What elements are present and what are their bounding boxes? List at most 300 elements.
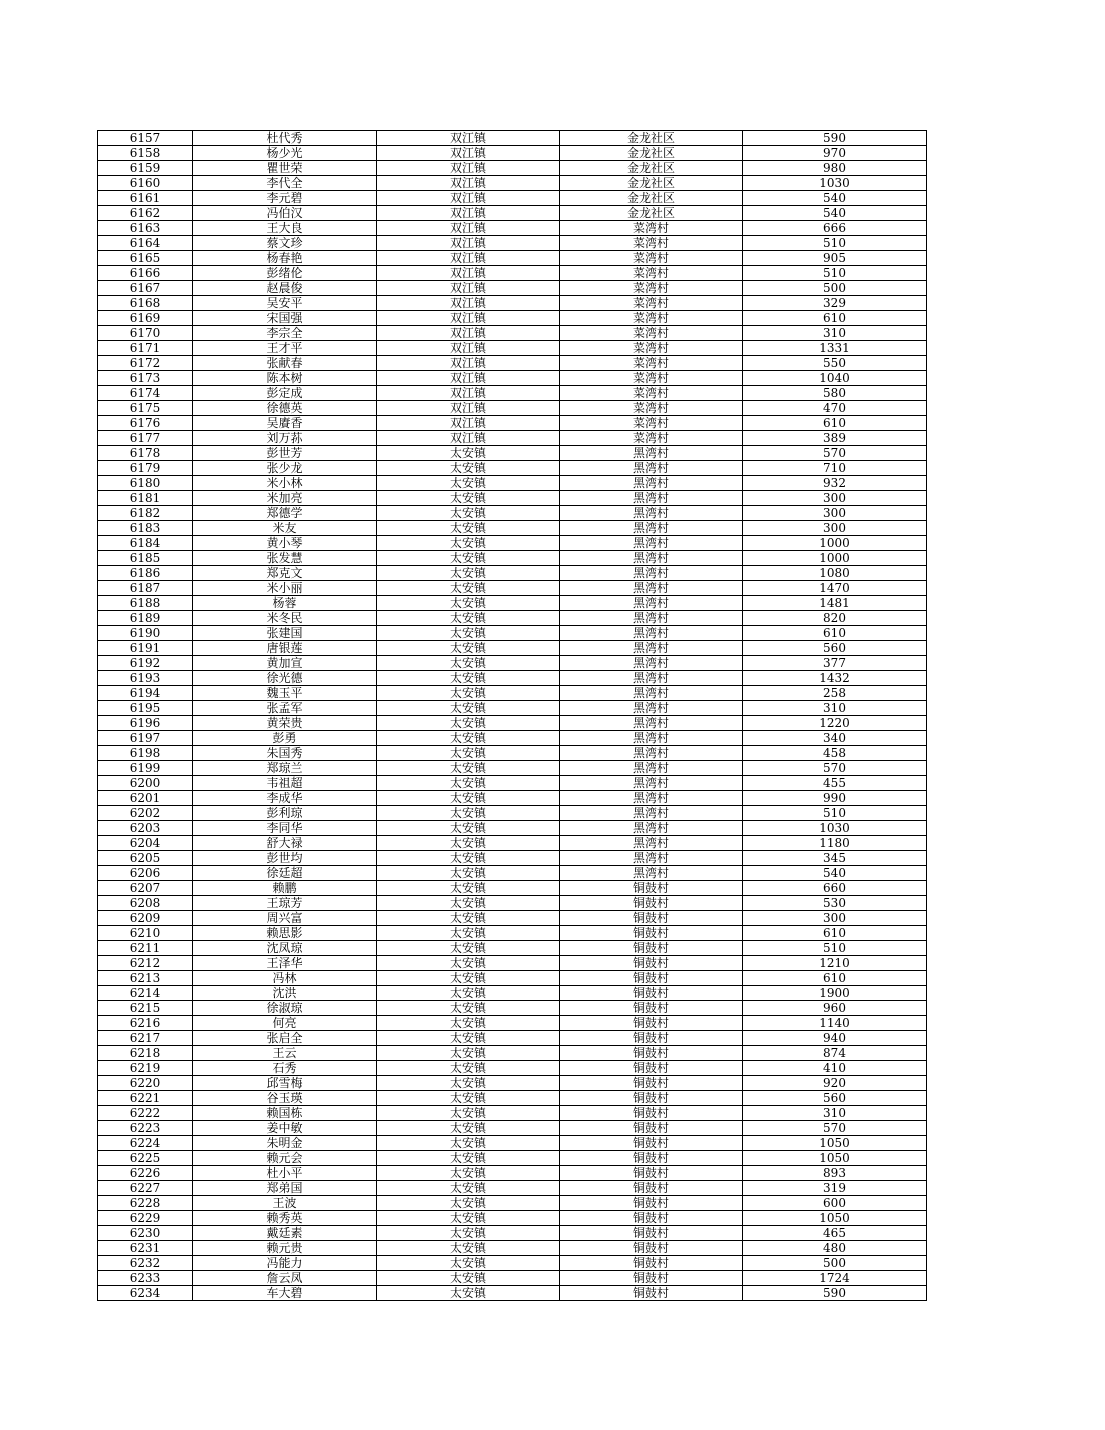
row-number-cell: 6187 (98, 581, 193, 596)
amount-cell: 980 (743, 161, 927, 176)
town-cell: 太安镇 (377, 1151, 560, 1166)
town-cell: 双江镇 (377, 311, 560, 326)
row-number-cell: 6166 (98, 266, 193, 281)
village-cell: 铜鼓村 (560, 1031, 743, 1046)
table-row (98, 671, 927, 686)
name-cell: 魏玉平 (193, 686, 377, 701)
town-cell: 太安镇 (377, 851, 560, 866)
row-number-cell: 6168 (98, 296, 193, 311)
table-row (98, 401, 927, 416)
village-cell: 黑湾村 (560, 551, 743, 566)
row-number-cell: 6193 (98, 671, 193, 686)
table-row (98, 851, 927, 866)
village-cell: 黑湾村 (560, 731, 743, 746)
name-cell: 王云 (193, 1046, 377, 1061)
town-cell: 双江镇 (377, 341, 560, 356)
name-cell: 沈凤琼 (193, 941, 377, 956)
name-cell: 徐光德 (193, 671, 377, 686)
town-cell: 太安镇 (377, 521, 560, 536)
amount-cell: 610 (743, 626, 927, 641)
table-row (98, 371, 927, 386)
name-cell: 彭绪伦 (193, 266, 377, 281)
table-row (98, 1061, 927, 1076)
table-row (98, 596, 927, 611)
table-row (98, 926, 927, 941)
row-number-cell: 6208 (98, 896, 193, 911)
row-number-cell: 6170 (98, 326, 193, 341)
town-cell: 太安镇 (377, 1016, 560, 1031)
amount-cell: 1050 (743, 1211, 927, 1226)
amount-cell: 960 (743, 1001, 927, 1016)
row-number-cell: 6207 (98, 881, 193, 896)
name-cell: 王波 (193, 1196, 377, 1211)
town-cell: 双江镇 (377, 266, 560, 281)
name-cell: 杨少光 (193, 146, 377, 161)
village-cell: 黑湾村 (560, 851, 743, 866)
town-cell: 太安镇 (377, 1286, 560, 1301)
name-cell: 杨春艳 (193, 251, 377, 266)
name-cell: 何亮 (193, 1016, 377, 1031)
village-cell: 铜鼓村 (560, 1181, 743, 1196)
table-row (98, 236, 927, 251)
table-row (98, 896, 927, 911)
amount-cell: 1000 (743, 551, 927, 566)
village-cell: 黑湾村 (560, 641, 743, 656)
town-cell: 太安镇 (377, 926, 560, 941)
town-cell: 双江镇 (377, 221, 560, 236)
amount-cell: 1900 (743, 986, 927, 1001)
town-cell: 太安镇 (377, 746, 560, 761)
amount-cell: 500 (743, 1256, 927, 1271)
row-number-cell: 6189 (98, 611, 193, 626)
table-row (98, 446, 927, 461)
row-number-cell: 6220 (98, 1076, 193, 1091)
name-cell: 吴安平 (193, 296, 377, 311)
table-row (98, 536, 927, 551)
amount-cell: 510 (743, 941, 927, 956)
name-cell: 张建国 (193, 626, 377, 641)
town-cell: 太安镇 (377, 491, 560, 506)
town-cell: 太安镇 (377, 971, 560, 986)
amount-cell: 1724 (743, 1271, 927, 1286)
row-number-cell: 6162 (98, 206, 193, 221)
table-row (98, 626, 927, 641)
table-row (98, 1181, 927, 1196)
village-cell: 金龙社区 (560, 161, 743, 176)
amount-cell: 1220 (743, 716, 927, 731)
table-row (98, 1196, 927, 1211)
town-cell: 太安镇 (377, 446, 560, 461)
town-cell: 太安镇 (377, 986, 560, 1001)
row-number-cell: 6175 (98, 401, 193, 416)
table-row (98, 296, 927, 311)
village-cell: 金龙社区 (560, 176, 743, 191)
village-cell: 黑湾村 (560, 461, 743, 476)
name-cell: 黄荣贵 (193, 716, 377, 731)
village-cell: 铜鼓村 (560, 911, 743, 926)
town-cell: 太安镇 (377, 806, 560, 821)
amount-cell: 1481 (743, 596, 927, 611)
table-row (98, 911, 927, 926)
table-row (98, 731, 927, 746)
row-number-cell: 6163 (98, 221, 193, 236)
table-row (98, 341, 927, 356)
village-cell: 黑湾村 (560, 446, 743, 461)
amount-cell: 310 (743, 701, 927, 716)
row-number-cell: 6233 (98, 1271, 193, 1286)
village-cell: 黑湾村 (560, 656, 743, 671)
town-cell: 双江镇 (377, 281, 560, 296)
amount-cell: 820 (743, 611, 927, 626)
row-number-cell: 6158 (98, 146, 193, 161)
town-cell: 太安镇 (377, 1121, 560, 1136)
name-cell: 蔡文珍 (193, 236, 377, 251)
table-row (98, 776, 927, 791)
town-cell: 双江镇 (377, 416, 560, 431)
town-cell: 太安镇 (377, 1091, 560, 1106)
town-cell: 太安镇 (377, 1106, 560, 1121)
name-cell: 李宗全 (193, 326, 377, 341)
name-cell: 郑弟国 (193, 1181, 377, 1196)
village-cell: 金龙社区 (560, 146, 743, 161)
data-table (97, 130, 927, 1301)
town-cell: 太安镇 (377, 506, 560, 521)
name-cell: 舒大禄 (193, 836, 377, 851)
amount-cell: 1050 (743, 1136, 927, 1151)
village-cell: 黑湾村 (560, 671, 743, 686)
table-row (98, 506, 927, 521)
town-cell: 太安镇 (377, 761, 560, 776)
table-row (98, 191, 927, 206)
name-cell: 张发慧 (193, 551, 377, 566)
town-cell: 太安镇 (377, 701, 560, 716)
village-cell: 黑湾村 (560, 701, 743, 716)
name-cell: 赖鹏 (193, 881, 377, 896)
row-number-cell: 6179 (98, 461, 193, 476)
town-cell: 双江镇 (377, 326, 560, 341)
table-row (98, 881, 927, 896)
table-row (98, 821, 927, 836)
town-cell: 双江镇 (377, 176, 560, 191)
amount-cell: 550 (743, 356, 927, 371)
town-cell: 太安镇 (377, 686, 560, 701)
name-cell: 沈洪 (193, 986, 377, 1001)
amount-cell: 329 (743, 296, 927, 311)
row-number-cell: 6202 (98, 806, 193, 821)
name-cell: 彭利琼 (193, 806, 377, 821)
name-cell: 郑琼兰 (193, 761, 377, 776)
amount-cell: 590 (743, 1286, 927, 1301)
amount-cell: 458 (743, 746, 927, 761)
row-number-cell: 6199 (98, 761, 193, 776)
name-cell: 戴廷素 (193, 1226, 377, 1241)
village-cell: 菜湾村 (560, 431, 743, 446)
table-row (98, 1091, 927, 1106)
table-row (98, 356, 927, 371)
row-number-cell: 6203 (98, 821, 193, 836)
table-row (98, 746, 927, 761)
table-row (98, 281, 927, 296)
name-cell: 唐银莲 (193, 641, 377, 656)
table-row (98, 611, 927, 626)
town-cell: 太安镇 (377, 1061, 560, 1076)
amount-cell: 300 (743, 911, 927, 926)
amount-cell: 1050 (743, 1151, 927, 1166)
name-cell: 赖秀英 (193, 1211, 377, 1226)
village-cell: 金龙社区 (560, 206, 743, 221)
town-cell: 太安镇 (377, 941, 560, 956)
village-cell: 铜鼓村 (560, 1196, 743, 1211)
name-cell: 张献春 (193, 356, 377, 371)
town-cell: 双江镇 (377, 191, 560, 206)
amount-cell: 455 (743, 776, 927, 791)
name-cell: 赖元贵 (193, 1241, 377, 1256)
table-row (98, 1256, 927, 1271)
village-cell: 黑湾村 (560, 791, 743, 806)
amount-cell: 465 (743, 1226, 927, 1241)
name-cell: 刘万荪 (193, 431, 377, 446)
town-cell: 太安镇 (377, 1226, 560, 1241)
amount-cell: 258 (743, 686, 927, 701)
row-number-cell: 6218 (98, 1046, 193, 1061)
amount-cell: 660 (743, 881, 927, 896)
town-cell: 太安镇 (377, 1196, 560, 1211)
village-cell: 菜湾村 (560, 296, 743, 311)
village-cell: 铜鼓村 (560, 896, 743, 911)
village-cell: 铜鼓村 (560, 881, 743, 896)
name-cell: 赵晨俊 (193, 281, 377, 296)
amount-cell: 940 (743, 1031, 927, 1046)
name-cell: 黄加宣 (193, 656, 377, 671)
table-row (98, 431, 927, 446)
village-cell: 铜鼓村 (560, 1016, 743, 1031)
row-number-cell: 6196 (98, 716, 193, 731)
town-cell: 太安镇 (377, 461, 560, 476)
row-number-cell: 6159 (98, 161, 193, 176)
town-cell: 太安镇 (377, 1181, 560, 1196)
name-cell: 徐德英 (193, 401, 377, 416)
amount-cell: 500 (743, 281, 927, 296)
town-cell: 太安镇 (377, 896, 560, 911)
table-row (98, 1211, 927, 1226)
village-cell: 菜湾村 (560, 236, 743, 251)
name-cell: 米加亮 (193, 491, 377, 506)
town-cell: 太安镇 (377, 1031, 560, 1046)
row-number-cell: 6177 (98, 431, 193, 446)
row-number-cell: 6181 (98, 491, 193, 506)
row-number-cell: 6221 (98, 1091, 193, 1106)
village-cell: 黑湾村 (560, 866, 743, 881)
name-cell: 王大良 (193, 221, 377, 236)
name-cell: 冯能力 (193, 1256, 377, 1271)
name-cell: 彭勇 (193, 731, 377, 746)
town-cell: 双江镇 (377, 251, 560, 266)
amount-cell: 480 (743, 1241, 927, 1256)
amount-cell: 510 (743, 806, 927, 821)
town-cell: 太安镇 (377, 731, 560, 746)
amount-cell: 874 (743, 1046, 927, 1061)
village-cell: 菜湾村 (560, 266, 743, 281)
table-row (98, 221, 927, 236)
village-cell: 黑湾村 (560, 716, 743, 731)
table-row (98, 1046, 927, 1061)
name-cell: 王泽华 (193, 956, 377, 971)
name-cell: 朱明金 (193, 1136, 377, 1151)
town-cell: 双江镇 (377, 206, 560, 221)
town-cell: 太安镇 (377, 836, 560, 851)
amount-cell: 1030 (743, 821, 927, 836)
row-number-cell: 6169 (98, 311, 193, 326)
row-number-cell: 6188 (98, 596, 193, 611)
amount-cell: 377 (743, 656, 927, 671)
row-number-cell: 6224 (98, 1136, 193, 1151)
town-cell: 太安镇 (377, 1256, 560, 1271)
row-number-cell: 6180 (98, 476, 193, 491)
row-number-cell: 6172 (98, 356, 193, 371)
amount-cell: 920 (743, 1076, 927, 1091)
amount-cell: 570 (743, 761, 927, 776)
amount-cell: 710 (743, 461, 927, 476)
amount-cell: 510 (743, 236, 927, 251)
amount-cell: 300 (743, 506, 927, 521)
row-number-cell: 6165 (98, 251, 193, 266)
row-number-cell: 6176 (98, 416, 193, 431)
village-cell: 铜鼓村 (560, 1136, 743, 1151)
table-row (98, 1286, 927, 1301)
table-row (98, 836, 927, 851)
table-row (98, 1136, 927, 1151)
row-number-cell: 6219 (98, 1061, 193, 1076)
amount-cell: 310 (743, 326, 927, 341)
row-number-cell: 6232 (98, 1256, 193, 1271)
row-number-cell: 6185 (98, 551, 193, 566)
name-cell: 赖国栋 (193, 1106, 377, 1121)
town-cell: 太安镇 (377, 956, 560, 971)
amount-cell: 610 (743, 971, 927, 986)
town-cell: 太安镇 (377, 1136, 560, 1151)
amount-cell: 1210 (743, 956, 927, 971)
town-cell: 太安镇 (377, 866, 560, 881)
row-number-cell: 6157 (98, 131, 193, 146)
row-number-cell: 6212 (98, 956, 193, 971)
table-row (98, 791, 927, 806)
amount-cell: 319 (743, 1181, 927, 1196)
village-cell: 金龙社区 (560, 191, 743, 206)
row-number-cell: 6171 (98, 341, 193, 356)
amount-cell: 990 (743, 791, 927, 806)
table-row (98, 1076, 927, 1091)
row-number-cell: 6215 (98, 1001, 193, 1016)
amount-cell: 300 (743, 521, 927, 536)
village-cell: 黑湾村 (560, 626, 743, 641)
table-row (98, 971, 927, 986)
village-cell: 菜湾村 (560, 221, 743, 236)
town-cell: 太安镇 (377, 596, 560, 611)
name-cell: 杜代秀 (193, 131, 377, 146)
name-cell: 詹云凤 (193, 1271, 377, 1286)
village-cell: 菜湾村 (560, 251, 743, 266)
name-cell: 谷玉瑛 (193, 1091, 377, 1106)
table-row (98, 1031, 927, 1046)
amount-cell: 610 (743, 926, 927, 941)
row-number-cell: 6198 (98, 746, 193, 761)
table-row (98, 461, 927, 476)
town-cell: 双江镇 (377, 431, 560, 446)
table-row (98, 581, 927, 596)
amount-cell: 540 (743, 191, 927, 206)
name-cell: 李成华 (193, 791, 377, 806)
name-cell: 宋国强 (193, 311, 377, 326)
name-cell: 张启全 (193, 1031, 377, 1046)
row-number-cell: 6194 (98, 686, 193, 701)
village-cell: 菜湾村 (560, 356, 743, 371)
village-cell: 黑湾村 (560, 686, 743, 701)
amount-cell: 590 (743, 131, 927, 146)
town-cell: 太安镇 (377, 821, 560, 836)
row-number-cell: 6217 (98, 1031, 193, 1046)
village-cell: 黑湾村 (560, 776, 743, 791)
amount-cell: 540 (743, 206, 927, 221)
name-cell: 杜小平 (193, 1166, 377, 1181)
town-cell: 太安镇 (377, 716, 560, 731)
name-cell: 冯林 (193, 971, 377, 986)
name-cell: 李同华 (193, 821, 377, 836)
table-row (98, 551, 927, 566)
name-cell: 冯伯汉 (193, 206, 377, 221)
village-cell: 黑湾村 (560, 506, 743, 521)
village-cell: 铜鼓村 (560, 1256, 743, 1271)
row-number-cell: 6183 (98, 521, 193, 536)
town-cell: 太安镇 (377, 1076, 560, 1091)
town-cell: 太安镇 (377, 1271, 560, 1286)
row-number-cell: 6164 (98, 236, 193, 251)
name-cell: 石秀 (193, 1061, 377, 1076)
village-cell: 铜鼓村 (560, 1166, 743, 1181)
town-cell: 太安镇 (377, 791, 560, 806)
table-row (98, 311, 927, 326)
amount-cell: 345 (743, 851, 927, 866)
row-number-cell: 6182 (98, 506, 193, 521)
town-cell: 双江镇 (377, 356, 560, 371)
village-cell: 黑湾村 (560, 596, 743, 611)
row-number-cell: 6184 (98, 536, 193, 551)
row-number-cell: 6222 (98, 1106, 193, 1121)
name-cell: 车大碧 (193, 1286, 377, 1301)
amount-cell: 1331 (743, 341, 927, 356)
amount-cell: 540 (743, 866, 927, 881)
village-cell: 铜鼓村 (560, 1226, 743, 1241)
village-cell: 黑湾村 (560, 836, 743, 851)
row-number-cell: 6204 (98, 836, 193, 851)
table-row (98, 641, 927, 656)
town-cell: 太安镇 (377, 1241, 560, 1256)
row-number-cell: 6213 (98, 971, 193, 986)
table-row (98, 1271, 927, 1286)
village-cell: 菜湾村 (560, 386, 743, 401)
town-cell: 太安镇 (377, 581, 560, 596)
town-cell: 双江镇 (377, 236, 560, 251)
row-number-cell: 6173 (98, 371, 193, 386)
amount-cell: 580 (743, 386, 927, 401)
name-cell: 周兴富 (193, 911, 377, 926)
village-cell: 菜湾村 (560, 311, 743, 326)
name-cell: 米小丽 (193, 581, 377, 596)
village-cell: 铜鼓村 (560, 1121, 743, 1136)
table-row (98, 866, 927, 881)
table-row (98, 1016, 927, 1031)
name-cell: 徐廷超 (193, 866, 377, 881)
name-cell: 郑克文 (193, 566, 377, 581)
